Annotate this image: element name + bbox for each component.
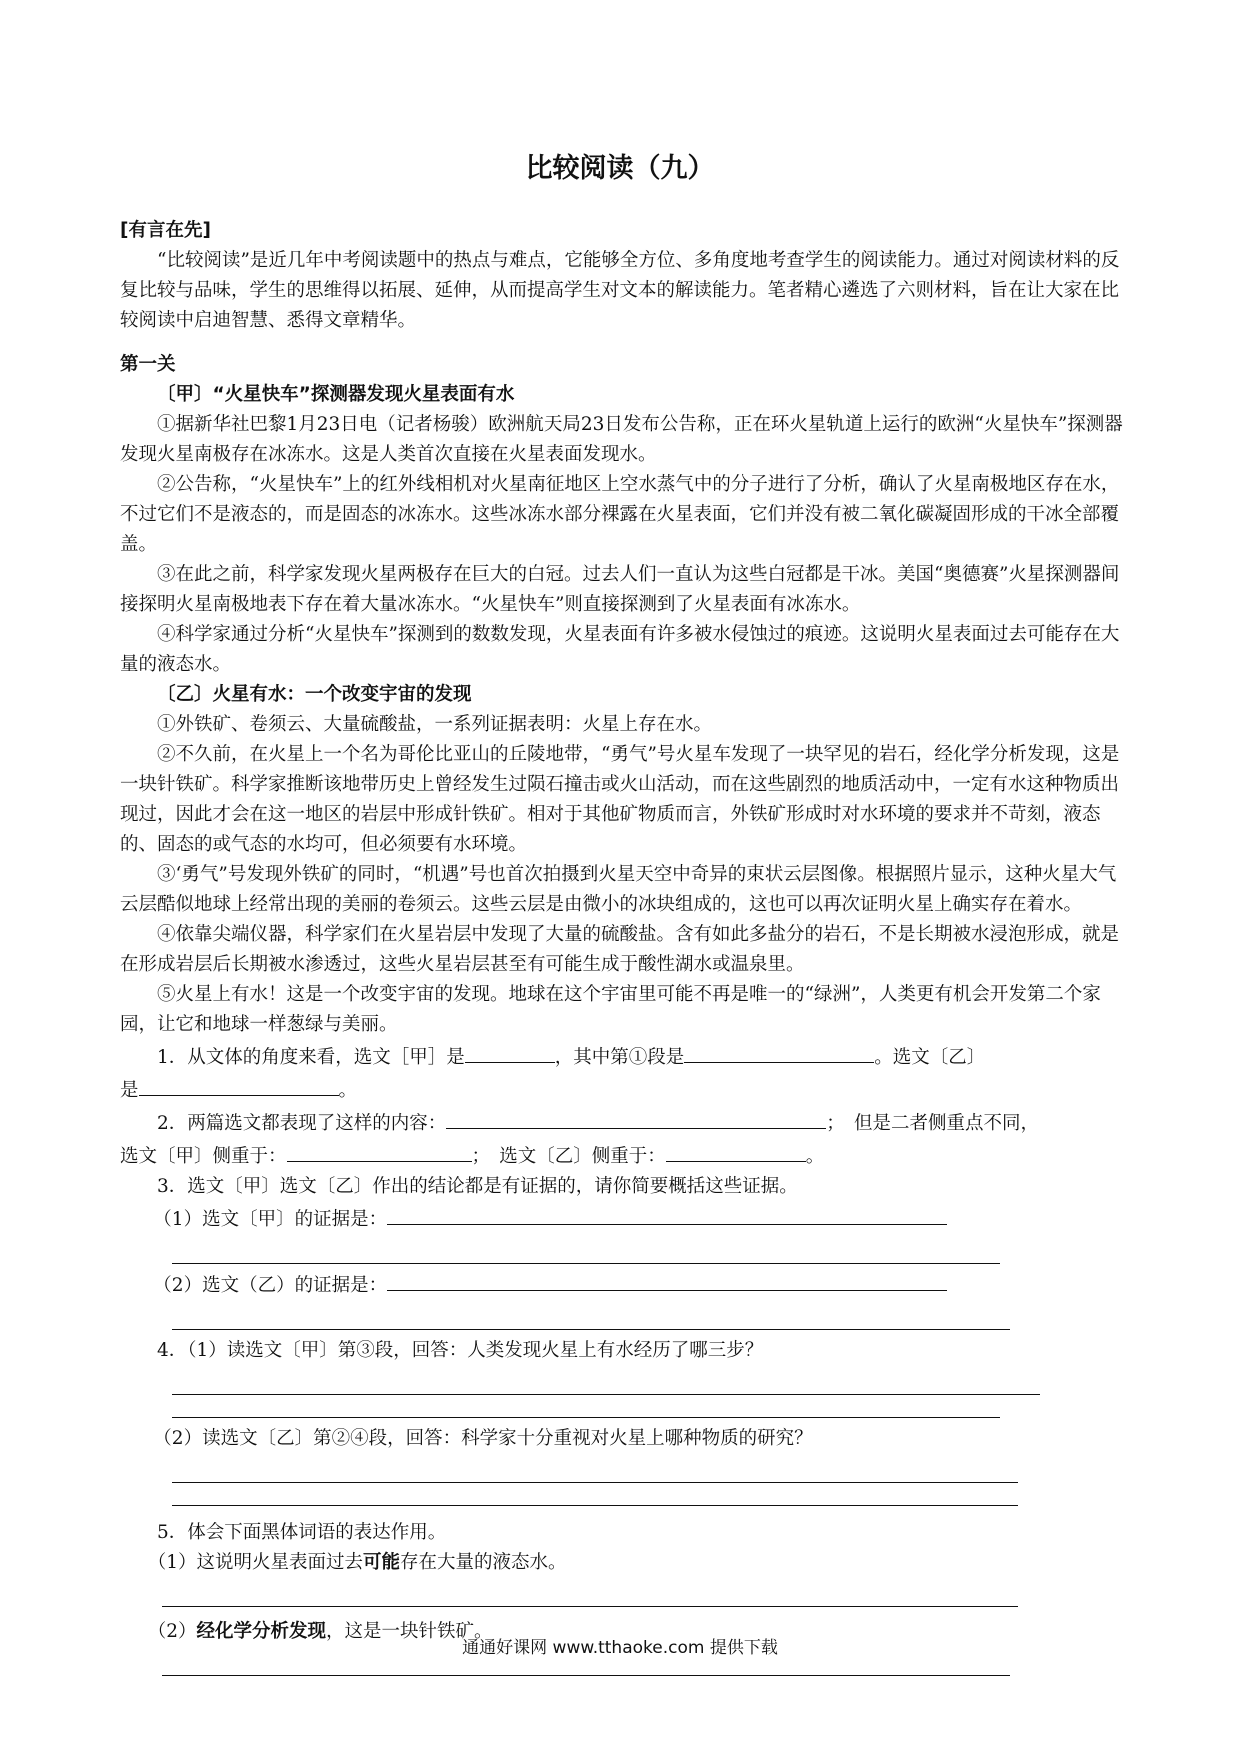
answer-blank[interactable] [684, 1040, 874, 1063]
intro-text: “比较阅读”是近几年中考阅读题中的热点与难点，它能够全方位、多角度地考查学生的阅读能力。通过对阅读材料的反复比较与品味，学生的思维得以拓展、延伸，从而提高学生对文本的解读能力。笔者精心遴选了六则材料，旨在让大家在比较阅读中启迪智慧、悉得文章精华。 [120, 250, 1120, 331]
passage-b-paragraph: ①外铁矿、卷须云、大量硫酸盐，一系列证据表明：火星上存在水。 [157, 714, 713, 735]
question-3-2: （2）选文（乙）的证据是： [120, 1268, 1130, 1301]
question-5: 5．体会下面黑体词语的表达作用。 [157, 1522, 447, 1543]
answer-line[interactable] [172, 1235, 1000, 1264]
question-3-1: （1）选文〔甲〕的证据是： [120, 1202, 1130, 1235]
question-5-2: （2）经化学分析发现，这是一块针铁矿。 [147, 1621, 493, 1642]
passage-b-paragraph: ④依靠尖端仪器，科学家们在火星岩层中发现了大量的硫酸盐。含有如此多盐分的岩石，不是长期被水浸泡形成，就是在形成岩层后长期被水渗透过，这些火星岩层甚至有可能生成于酸性湖水或温泉里。 [120, 924, 1120, 975]
content [120, 216, 1130, 1676]
intro-label: [有言在先] [120, 220, 211, 241]
answer-line[interactable] [172, 1366, 1040, 1395]
answer-blank[interactable] [139, 1073, 339, 1096]
answer-blank[interactable] [446, 1106, 826, 1129]
passage-b-heading: 〔乙〕火星有水：一个改变宇宙的发现 [157, 684, 472, 705]
bold-keyword: 可能 [363, 1552, 401, 1573]
passage-b-paragraph: ⑤火星上有水！这是一个改变宇宙的发现。地球在这个宇宙里可能不再是唯一的“绿洲”，人类更有机会开发第二个家园，让它和地球一样葱绿与美丽。 [120, 984, 1101, 1035]
footer-text: 通通好课网 www.tthaoke.com 提供下载 [462, 1638, 778, 1658]
passage-a-paragraph: ①据新华社巴黎1月23日电（记者杨骏）欧洲航天局23日发布公告称，正在环火星轨道上运行的欧洲“火星快车”探测器发现火星南极存在冰冻水。这是人类首次直接在火星表面发现水。 [120, 414, 1123, 465]
answer-line[interactable] [162, 1578, 1018, 1607]
answer-blank[interactable] [666, 1139, 806, 1162]
answer-line[interactable] [172, 1483, 1018, 1506]
answer-line[interactable] [172, 1301, 1010, 1330]
answer-blank[interactable] [287, 1139, 472, 1162]
answer-blank[interactable] [387, 1202, 947, 1225]
answer-line[interactable] [172, 1454, 1018, 1483]
passage-b-paragraph: ③‘勇气”号发现外铁矿的同时，“机遇”号也首次拍摄到火星天空中奇异的束状云层图像。根据照片显示，这种火星大气云层酷似地球上经常出现的美丽的卷须云。这些云层是由微小的冰块组成的，这也可以再次证明火星上确实存在着水。 [120, 864, 1117, 915]
page-title: 比较阅读（九） [525, 153, 715, 184]
passage-a-heading: 〔甲〕“火星快车”探测器发现火星表面有水 [157, 384, 515, 405]
bold-keyword: 经化学分析发现 [196, 1621, 327, 1642]
passage-a-paragraph: ④科学家通过分析“火星快车”探测到的数数发现，火星表面有许多被水侵蚀过的痕迹。这说明火星表面过去可能存在大量的液态水。 [120, 624, 1120, 675]
passage-b-paragraph: ②不久前，在火星上一个名为哥伦比亚山的丘陵地带，“勇气”号火星车发现了一块罕见的岩石，经化学分析发现，这是一块针铁矿。科学家推断该地带历史上曾经发生过陨石撞击或火山活动，而在这些剧烈的地质活动中，一定有水这种物质出现过，因此才会在这一地区的岩层中形成针铁矿。相对于其他矿物质而言，外铁矿形成时对水环境的要求并不苛刻，液态的、固态的或气态的水均可，但必须要有水环境。 [120, 744, 1120, 855]
answer-blank[interactable] [387, 1268, 947, 1291]
question-1: 1．从文体的角度来看，选文［甲］是 ，其中第①段是 。选文〔乙〕 [120, 1040, 1130, 1073]
section-label: 第一关 [120, 354, 176, 375]
passage-a-paragraph: ②公告称，“火星快车”上的红外线相机对火星南征地区上空水蒸气中的分子进行了分析，确认了火星南极地区存在水，不过它们不是液态的，而是固态的冰冻水。这些冰冻水部分裸露在火星表面，它们并没有被二氧化碳凝固形成的干冰全部覆盖。 [120, 474, 1120, 555]
question-2-cont: 选文〔甲〕侧重于： ； 选文〔乙〕侧重于： 。 [120, 1139, 1130, 1172]
question-4-1: 4．（1）读选文〔甲〕第③段，回答：人类发现火星上有水经历了哪三步？ [157, 1340, 764, 1361]
passage-a-paragraph: ③在此之前，科学家发现火星两极存在巨大的白冠。过去人们一直认为这些白冠都是干冰。美国“奥德赛”火星探测器间接探明火星南极地表下存在着大量冰冻水。“火星快车”则直接探测到了火星表面有冰冻水。 [120, 564, 1120, 615]
question-2: 2．两篇选文都表现了这样的内容： ； 但是二者侧重点不同， [120, 1106, 1130, 1139]
question-5-1: （1）这说明火星表面过去可能存在大量的液态水。 [147, 1552, 567, 1573]
answer-blank[interactable] [465, 1040, 555, 1063]
question-4-2: （2）读选文〔乙〕第②④段，回答：科学家十分重视对火星上哪种物质的研究？ [153, 1428, 813, 1449]
question-3: 3．选文〔甲〕选文〔乙〕作出的结论都是有证据的，请你简要概括这些证据。 [157, 1176, 798, 1197]
answer-line[interactable] [172, 1395, 1000, 1418]
question-1-cont: 是 。 [120, 1073, 1130, 1106]
